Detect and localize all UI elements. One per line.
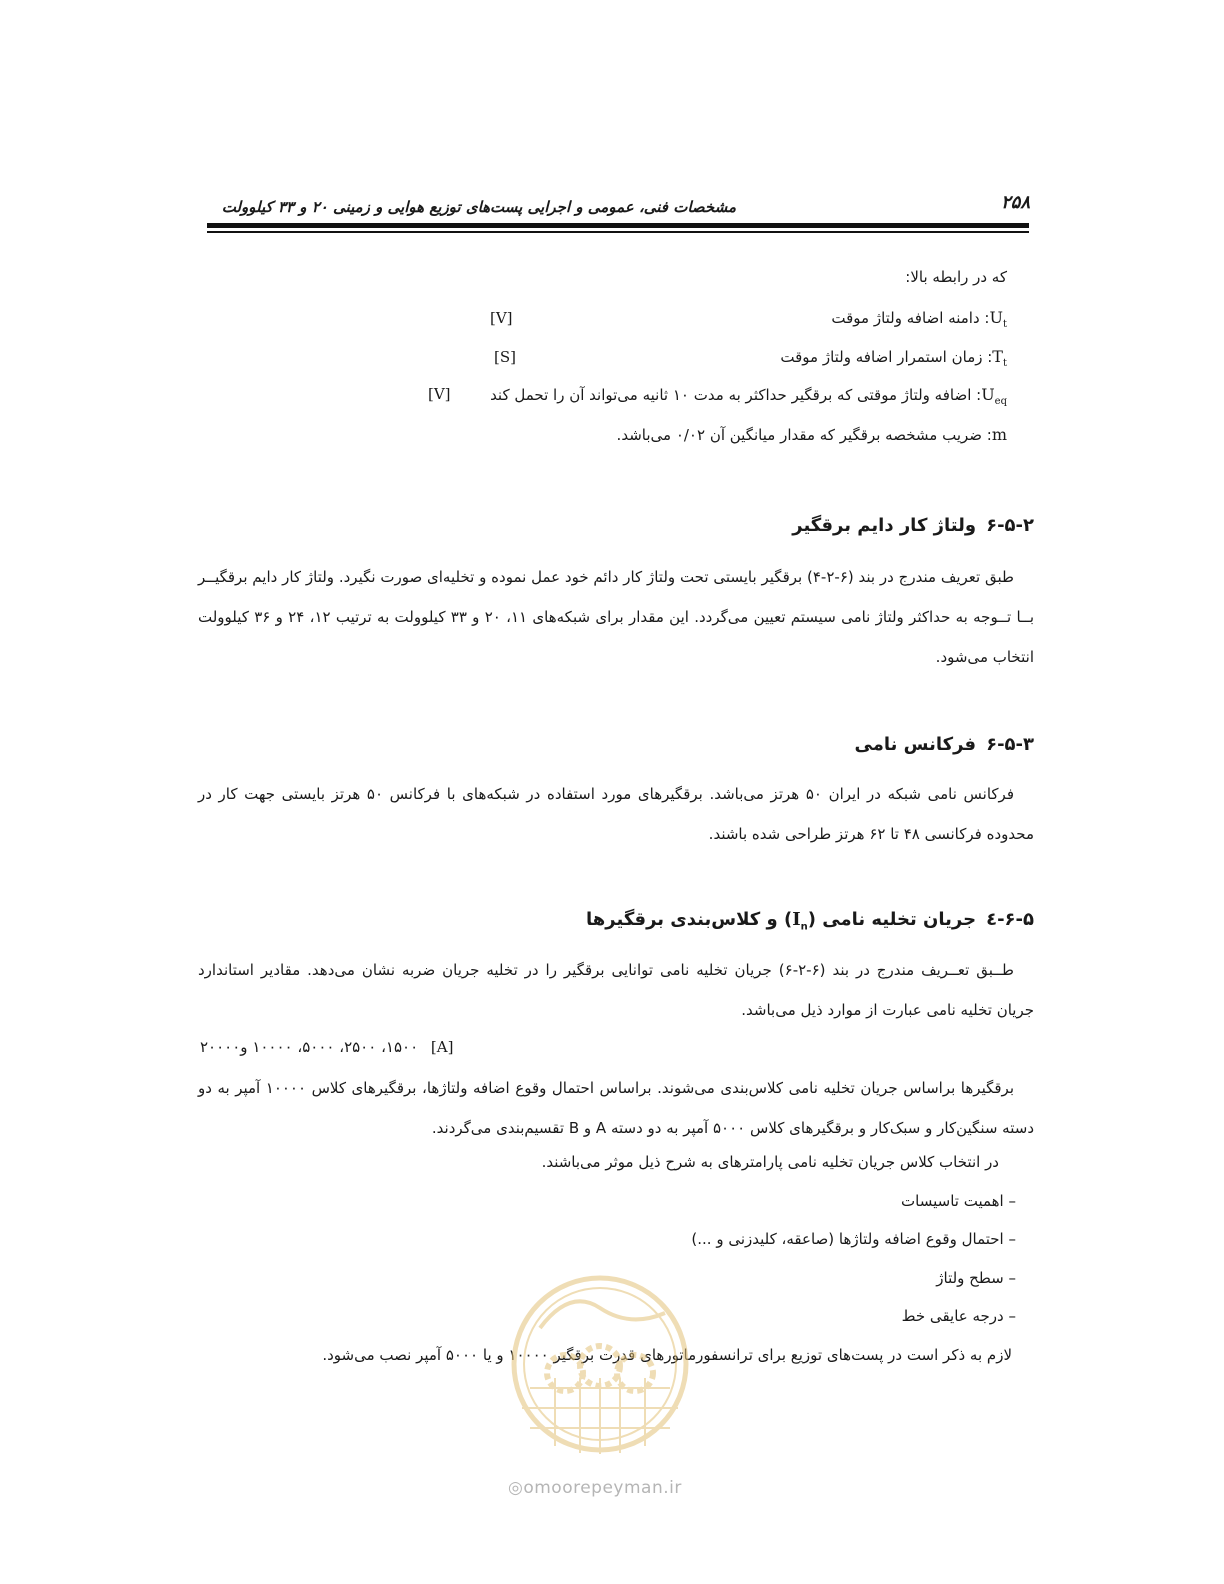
section-body-6-5-3: فرکانس نامی شبکه در ایران ۵۰ هرتز می‌باشد. برقگیرهای مورد استفاده در شبکه‌های با فرکانس ۵۰ هرتز بایستی جهت کار در محدوده فرکانسی ۴۸ تا ۶۲ هرتز طراحی شده باشند.: [198, 785, 1034, 843]
definition-symbol: $T_t$: [992, 347, 1007, 370]
definition-symbol: m: [991, 425, 1007, 444]
section-title: جریان تخلیه نامی $(I_n)$ و کلاس‌بندی برقگیرها: [586, 909, 977, 933]
definition-ueq: [490, 385, 1007, 411]
definitions-intro: که در رابطه بالا:: [905, 268, 1007, 286]
section-heading-6-5-4: [586, 909, 1034, 933]
definition-m: [617, 425, 1007, 451]
definition-text: : دامنه اضافه ولتاژ موقت: [831, 309, 990, 327]
definition-ut: [831, 308, 1007, 334]
watermark-url: ◎omoorepeyman.ir: [508, 1478, 682, 1498]
running-title: مشخصات فنی، عمومی و اجرایی پست‌های توزیع هوایی و زمینی ۲۰ و ۳۳ کیلوولت: [221, 198, 736, 216]
section-body-6-5-4-classes: برقگیرها براساس جریان تخلیه نامی کلاس‌بندی می‌شوند. براساس احتمال وقوع اضافه ولتاژها، برقگیرهای کلاس ۱۰۰۰۰ آمپر به دو دسته سنگین‌کار و سبک‌کار و برقگیرهای کلاس ۵۰۰۰ آمپر به دو دسته A و B تقسیم‌بندی می‌گردند.: [198, 1079, 1034, 1137]
section-title: ولتاژ کار دایم برقگیر: [792, 515, 977, 536]
section-number: ۶-۵-۲: [986, 515, 1034, 536]
definition-symbol: $U_{eq}$: [981, 385, 1007, 408]
header-rule-thick: [207, 223, 1029, 228]
section-body-6-5-4-intro: طــبق تعــریف مندرج در بند (۶-۲-۶) جریان تخلیه نامی توانایی برقگیر را در تخلیه جریان ضربه نشان می‌دهد. مقادیر استاندارد جریان تخلیه نامی عبارت از موارد ذیل می‌باشد.: [198, 961, 1034, 1019]
closing-note: لازم به ذکر است در پست‌های توزیع برای ترانسفورماتورهای قدرت برقگیر ۱۰۰۰۰ و یا ۵۰۰۰ آمپر نصب می‌شود.: [322, 1346, 1012, 1364]
definition-tt: [780, 347, 1007, 373]
parameter-item: – درجه عایقی خط: [901, 1307, 1016, 1325]
section-title: فرکانس نامی: [854, 734, 977, 755]
parameters-intro: در انتخاب کلاس جریان تخلیه نامی پارامترهای به شرح ذیل موثر می‌باشند.: [541, 1153, 999, 1171]
values-unit: [A]: [430, 1038, 454, 1056]
page-number: ۲۵۸: [1000, 192, 1030, 213]
parameter-item: – اهمیت تاسیسات: [901, 1192, 1016, 1210]
section-number: ۶-۵-٤: [986, 909, 1034, 930]
definition-text: : اضافه ولتاژ موقتی که برقگیر حداکثر به مدت ۱۰ ثانیه می‌تواند آن را تحمل کند: [490, 386, 982, 404]
discharge-current-values: [200, 1038, 453, 1056]
watermark-logo: [500, 1268, 700, 1464]
watermark-icon: ◎: [508, 1478, 524, 1498]
values-list: ۱۵۰۰، ۲۵۰۰، ۵۰۰۰، ۱۰۰۰۰ و۲۰۰۰۰: [200, 1038, 419, 1056]
section-heading-6-5-2: [792, 515, 1034, 536]
section-heading-6-5-3: [855, 734, 1034, 755]
definition-text: : ضریب مشخصه برقگیر که مقدار میانگین آن ۰/۰۲ می‌باشد.: [616, 426, 992, 444]
parameter-item: – احتمال وقوع اضافه ولتاژها (صاعقه، کلیدزنی و ...): [691, 1230, 1016, 1248]
definition-unit: [S]: [494, 348, 516, 366]
definition-symbol: $U_t$: [989, 308, 1007, 331]
parameter-item: – سطح ولتاژ: [936, 1269, 1016, 1287]
definition-unit: [V]: [490, 309, 513, 327]
header-rule-thin: [207, 231, 1029, 233]
definition-text: : زمان استمرار اضافه ولتاژ موقت: [780, 348, 993, 366]
definition-unit: [V]: [428, 385, 451, 403]
section-number: ۶-۵-۳: [986, 734, 1034, 755]
section-body-6-5-2: طبق تعریف مندرج در بند (۶-۲-۴) برقگیر بایستی تحت ولتاژ کار دائم خود عمل نموده و تخلیه‌ای صورت نگیرد. ولتاژ کار دایم برقگیــر بــا تــوجه به حداکثر ولتاژ نامی سیستم تعیین می‌گردد. این مقدار برای شبکه‌های ۱۱، ۲۰ و ۳۳ کیلوولت به ترتیب ۱۲، ۲۴ و ۳۶ کیلوولت انتخاب می‌شود.: [198, 568, 1034, 666]
